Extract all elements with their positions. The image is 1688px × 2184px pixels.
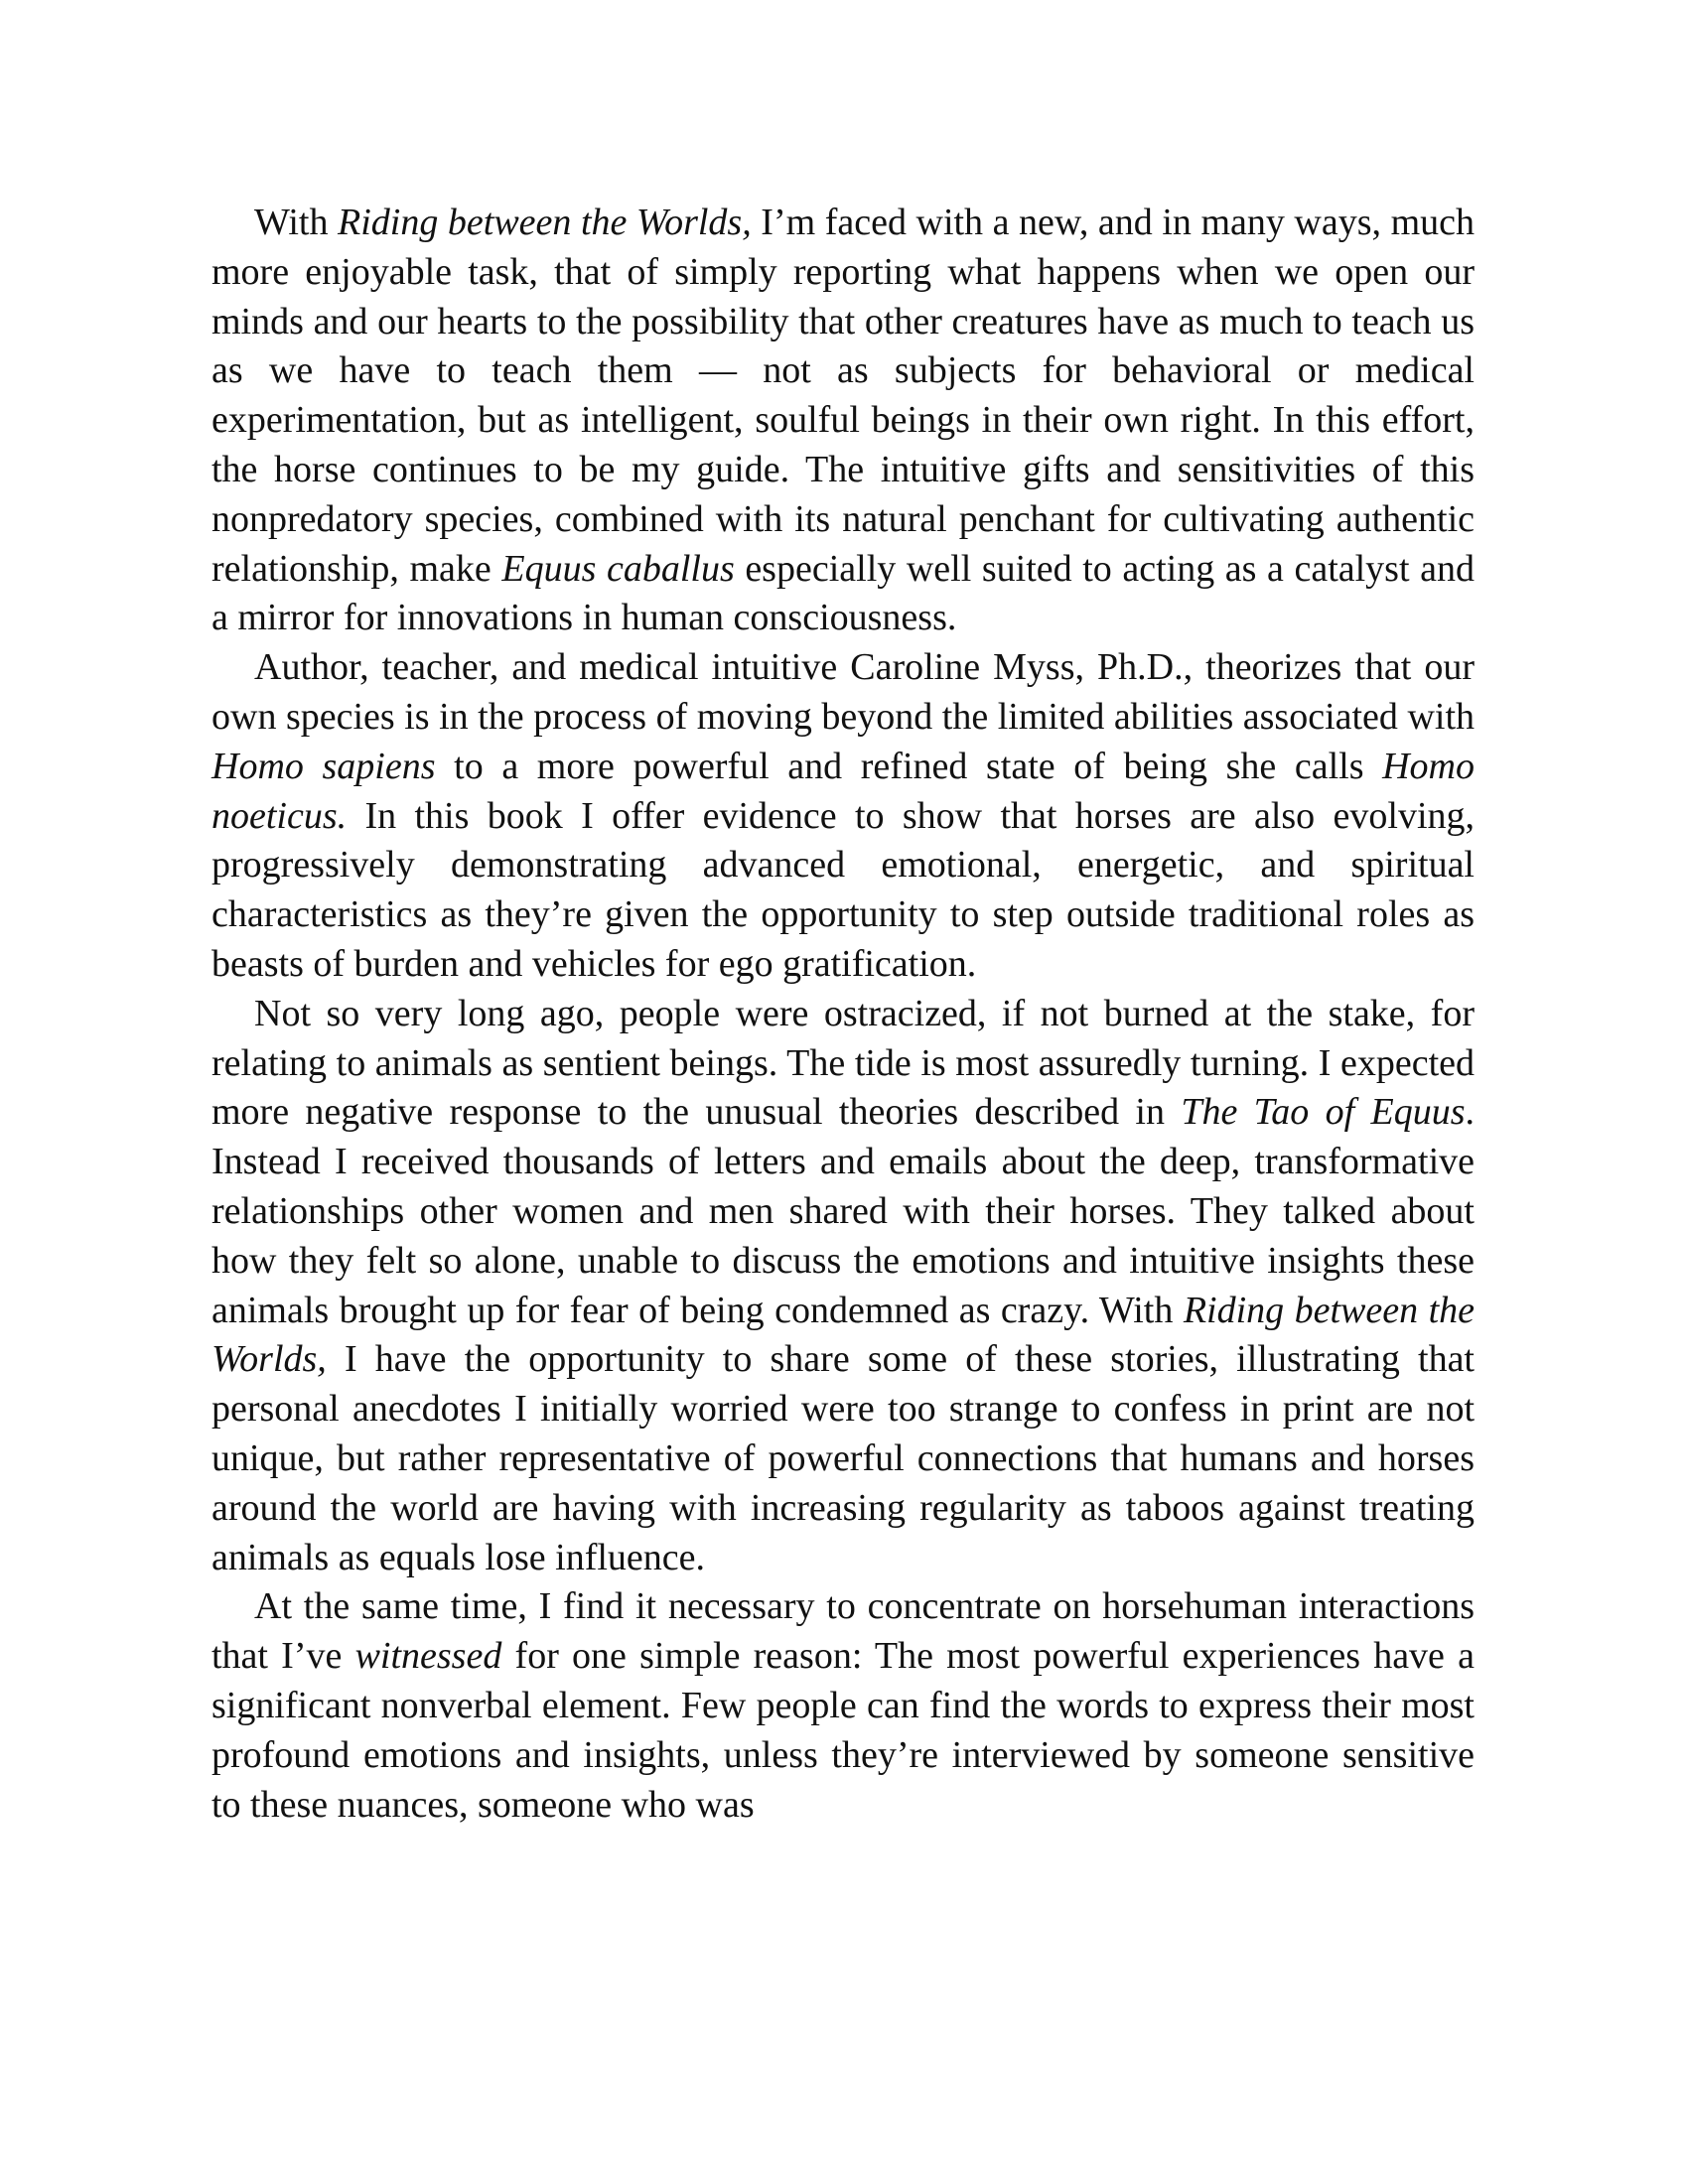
text-run: I’m faced with a new, and in many ways, much more enjoyable task, that of simply reporting what happens when we open our minds and our hearts to the possibility that other creatures have as much to teach us as we have to teach them — not as subjects for behavioral or medical experimentation, but as intelligent, soulful beings in their own right. In this effort, the horse continues to be my guide. The intuitive gifts and sensitivities of this nonpredatory species, combined with its natural penchant for cultivating authentic relationship, make [211,202,1475,590]
text-run: Author, teacher, and medical intuitive Caroline Myss, Ph.D., theorizes that our own species is in the process of moving beyond the limited abilities associated with [211,646,1475,738]
text-run: especially well suited to acting as a catalyst and a mirror for innovations in human consciousness. [211,547,1475,639]
book-title-italic: The Tao of Equus [1181,1091,1466,1134]
body-text [211,199,1475,1830]
emphasis-italic: witnessed [354,1635,502,1678]
text-run: I have the opportunity to share some of these stories, illustrating that personal anecdotes I initially worried were too strange to confess in print are not unique, but rather representative of powerful connections that humans and horses around the world are having with increasing regularity as taboos against treating animals as equals lose influence. [211,1338,1475,1578]
book-title-italic: Riding between the Worlds, [211,1289,1475,1381]
paragraph-1 [211,199,1475,643]
paragraph-3 [211,990,1475,1583]
text-run: At the same time, I find it necessary to concentrate on horsehuman interactions that I’ve [211,1585,1475,1678]
text-run: . Instead I received thousands of letters and emails about the deep, transformative relationships other women and men shared with their horses. They talked about how they felt so alone, unable to discuss the emotions and intuitive insights these animals brought up for fear of being condemned as crazy. With [211,1091,1475,1331]
text-run: Not so very long ago, people were ostracized, if not burned at the stake, for relating to animals as sentient beings. The tide is most assuredly turning. I expected more negative response to the unusual theories described in [211,992,1475,1134]
text-run: for one simple reason: The most powerful experiences have a significant nonverbal element. Few people can find the words to express their most profound emotions and insights, unless they’re interviewed by someone sensitive to these nuances, someone who was [211,1635,1475,1826]
paragraph-2 [211,643,1475,990]
paragraph-4 [211,1582,1475,1830]
book-title-italic: Riding between the Worlds, [338,202,752,243]
species-name-italic: Homo sapiens [211,745,436,787]
species-name-italic: Homo noeticus. [211,745,1475,837]
text-run: to a more powerful and refined state of being she calls [435,745,1383,787]
text-run: In this book I offer evidence to show that horses are also evolving, progressively demonstrating advanced emotional, energetic, and spiritual characteristics as they’re given the opportunity to step outside traditional roles as beasts of burden and vehicles for ego gratification. [211,794,1475,985]
species-name-italic: Equus caballus [501,547,735,590]
text-run: With [254,202,339,243]
